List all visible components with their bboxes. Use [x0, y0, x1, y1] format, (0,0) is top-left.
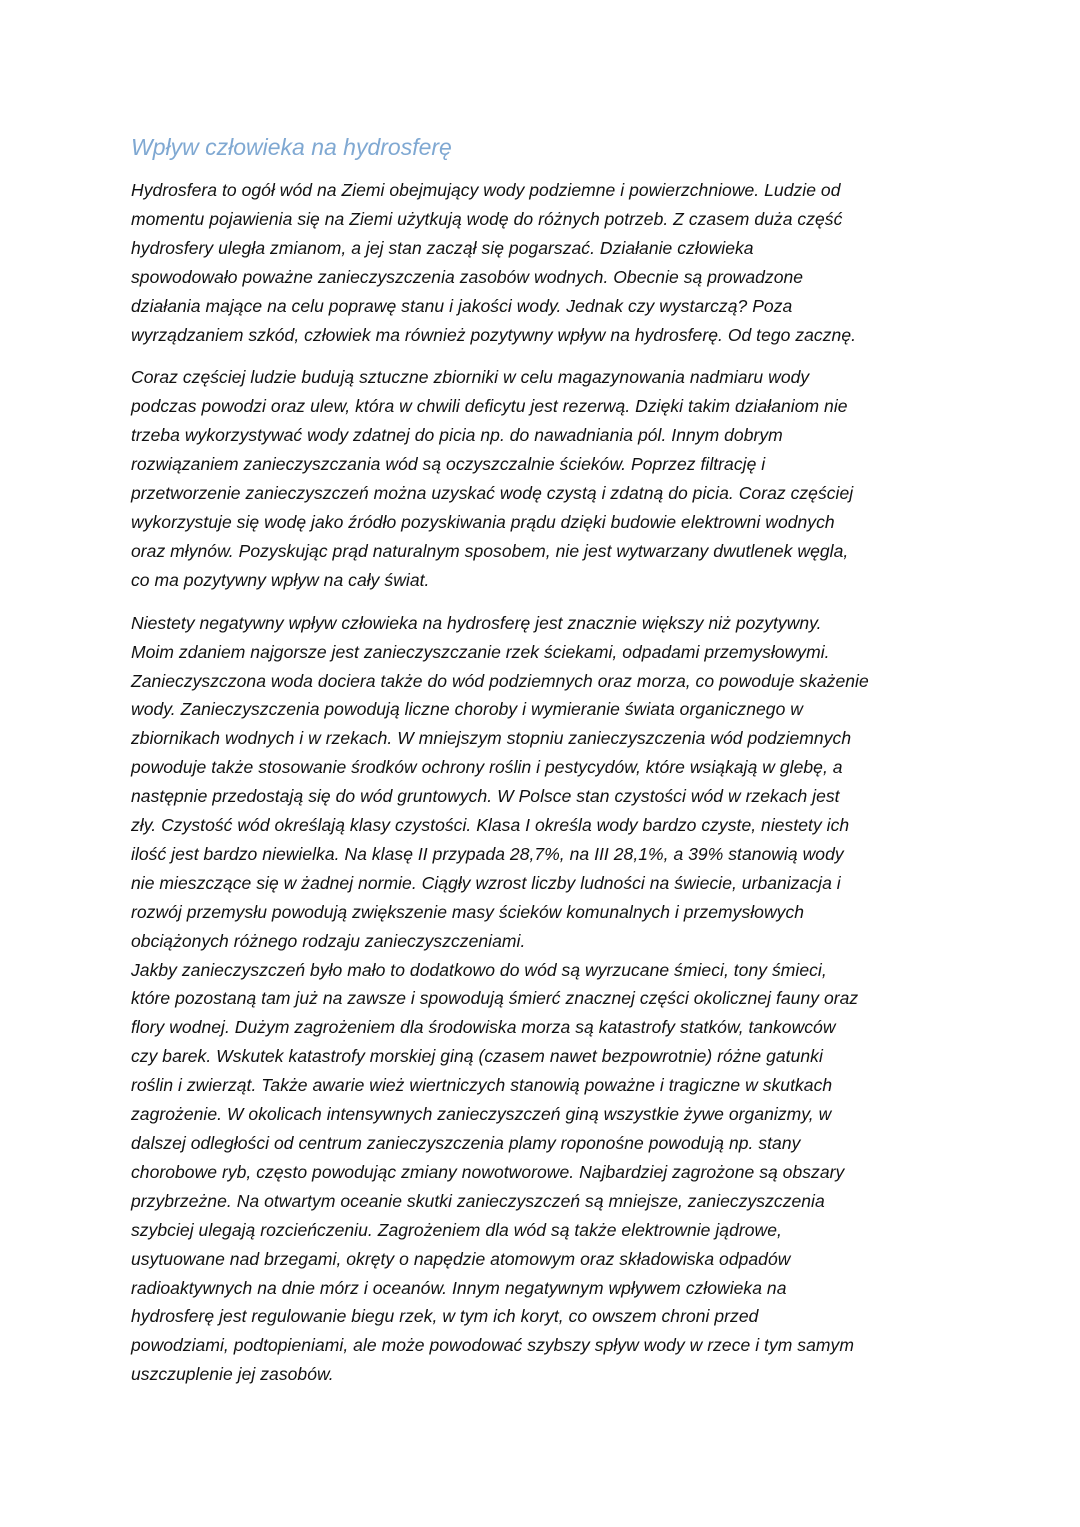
- paragraph-negative: [131, 609, 951, 956]
- text-line: obciążonych różnego rodzaju zanieczyszczeniami.: [131, 930, 526, 951]
- text-line: powodziami, podtopieniami, ale może powodować szybszy spływ wody w rzece i tym samym: [131, 1335, 854, 1356]
- document-title: Wpływ człowieka na hydrosferę: [131, 134, 452, 160]
- text-line: rozwój przemysłu powodują zwiększenie masy ścieków komunalnych i przemysłowych: [131, 901, 805, 922]
- text-line: hydrosfery uległa zmianom, a jej stan zaczął się pogarszać. Działanie człowieka: [131, 237, 754, 258]
- text-line: zły. Czystość wód określają klasy czystości. Klasa I określa wody bardzo czyste, niestety ich: [131, 815, 850, 836]
- text-line: uszczuplenie jej zasobów.: [131, 1364, 334, 1385]
- paragraph-intro: [131, 176, 951, 349]
- text-line: momentu pojawienia się na Ziemi użytkują wodę do różnych potrzeb. Z czasem duża część: [131, 208, 843, 229]
- text-line: flory wodnej. Dużym zagrożeniem dla środowiska morza są katastrofy statków, tankowców: [131, 1017, 836, 1038]
- text-line: przetworzenie zanieczyszczeń można uzyskać wodę czystą i zdatną do picia. Coraz częściej: [131, 483, 854, 504]
- text-line: podczas powodzi oraz ulew, która w chwili deficytu jest rezerwą. Dzięki takim działaniom nie: [131, 396, 848, 417]
- text-line: wyrządzaniem szkód, człowiek ma również pozytywny wpływ na hydrosferę. Od tego zacznę.: [131, 324, 857, 345]
- text-line: powoduje także stosowanie środków ochrony roślin i pestycydów, które wsiąkają w glebę, a: [131, 757, 843, 778]
- text-line: rozwiązaniem zanieczyszczania wód są oczyszczalnie ścieków. Poprzez filtrację i: [131, 454, 766, 475]
- text-line: Coraz częściej ludzie budują sztuczne zbiorniki w celu magazynowania nadmiaru wody: [131, 367, 810, 388]
- text-line: wykorzystuje się wodę jako źródło pozyskiwania prądu dzięki budowie elektrowni wodnych: [131, 511, 835, 532]
- text-line: wody. Zanieczyszczenia powodują liczne choroby i wymieranie świata organicznego w: [131, 699, 803, 720]
- text-line: trzeba wykorzystywać wody zdatnej do picia np. do nawadniania pól. Innym dobrym: [131, 425, 783, 446]
- text-line: radioaktywnych na dnie mórz i oceanów. Innym negatywnym wpływem człowieka na: [131, 1277, 787, 1298]
- text-line: chorobowe ryb, często powodując zmiany nowotworowe. Najbardziej zagrożone są obszary: [131, 1161, 845, 1182]
- text-line: roślin i zwierząt. Także awarie wież wiertniczych stanowią poważne i tragiczne w skutkach: [131, 1075, 833, 1096]
- text-line: dalszej odległości od centrum zanieczyszczenia plamy roponośne powodują np. stany: [131, 1133, 801, 1153]
- text-line: działania mające na celu poprawę stanu i jakości wody. Jednak czy wystarczą? Poza: [131, 295, 793, 316]
- text-line: hydrosferę jest regulowanie biegu rzek, w tym ich koryt, co owszem chroni przed: [131, 1306, 759, 1327]
- text-line: co ma pozytywny wpływ na cały świat.: [131, 569, 430, 590]
- text-line: zagrożenie. W okolicach intensywnych zanieczyszczeń giną wszystkie żywe organizmy, w: [131, 1104, 832, 1125]
- text-line: czy barek. Wskutek katastrofy morskiej giną (czasem nawet bezpowrotnie) różne gatunki: [131, 1046, 823, 1067]
- paragraph-pollution: [131, 956, 951, 1390]
- text-line: Hydrosfera to ogół wód na Ziemi obejmujący wody podziemne i powierzchniowe. Ludzie od: [131, 180, 841, 200]
- text-line: Niestety negatywny wpływ człowieka na hydrosferę jest znacznie większy niż pozytywny.: [131, 612, 822, 633]
- text-line: Jakby zanieczyszczeń było mało to dodatkowo do wód są wyrzucane śmieci, tony śmieci,: [131, 959, 827, 980]
- text-line: szybciej ulegają rozcieńczeniu. Zagrożeniem dla wód są także elektrownie jądrowe,: [131, 1219, 782, 1240]
- text-line: Moim zdaniem najgorsze jest zanieczyszczanie rzek ściekami, odpadami przemysłowymi.: [131, 641, 830, 662]
- text-line: następnie przedostają się do wód gruntowych. W Polsce stan czystości wód w rzekach jest: [131, 786, 840, 807]
- text-line: ilość jest bardzo niewielka. Na klasę II przypada 28,7%, na III 28,1%, a 39% stanowią wody: [131, 843, 844, 864]
- text-line: oraz młynów. Pozyskując prąd naturalnym sposobem, nie jest wytwarzany dwutlenek węgla,: [131, 540, 849, 561]
- text-line: spowodowało poważne zanieczyszczenia zasobów wodnych. Obecnie są prowadzone: [131, 266, 804, 287]
- text-line: przybrzeżne. Na otwartym oceanie skutki zanieczyszczeń są mniejsze, zanieczyszczenia: [131, 1190, 825, 1211]
- text-line: nie mieszczące się w żadnej normie. Ciągły wzrost liczby ludności na świecie, urbanizacja i: [131, 872, 841, 893]
- document-page: [131, 130, 951, 1403]
- text-line: zbiornikach wodnych i w rzekach. W mniejszym stopniu zanieczyszczenia wód podziemnych: [131, 728, 852, 749]
- paragraph-positive: [131, 363, 951, 594]
- text-line: Zanieczyszczona woda dociera także do wód podziemnych oraz morza, co powoduje skażenie: [131, 670, 869, 691]
- text-line: usytuowane nad brzegami, okręty o napędzie atomowym oraz składowiska odpadów: [131, 1248, 791, 1269]
- text-line: które pozostaną tam już na zawsze i spowodują śmierć znacznej części okolicznej fauny oraz: [131, 988, 859, 1009]
